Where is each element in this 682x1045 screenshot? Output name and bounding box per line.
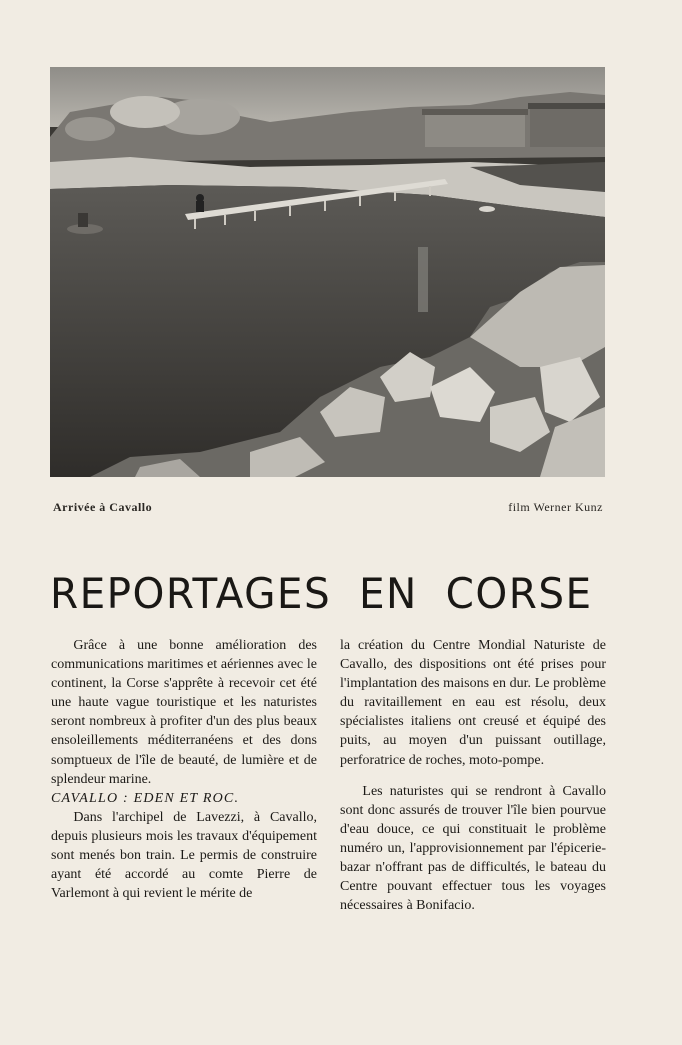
left-column — [51, 636, 317, 903]
photo-credit: film Werner Kunz — [508, 500, 603, 514]
water-paragraph: Les naturistes qui se rendront à Cavallo sont donc assurés de trouver l'île bien pourvue d'eau douce, ce qui constituait le problème numéro un, l'approvisionnement par l'épicerie-bazar n'offrant pas de difficultés, le bateau du Centre pouvant effectuer tous les voyages nécessaires à Bonifacio. — [340, 783, 606, 914]
section-subhead: CAVALLO : EDEN ET ROC. — [51, 790, 240, 806]
cavallo-paragraph: Dans l'archipel de Lavezzi, à Cavallo, depuis plusieurs mois les travaux d'équipement sont menés bon train. Le permis de construire ayant été accordé au comte Pierre de Varlemont à qui revient le mérite de — [51, 809, 317, 902]
photo-caption: Arrivée à Cavallo — [53, 500, 153, 514]
article-title: REPORTAGES EN CORSE — [50, 569, 593, 619]
continuation-paragraph: la création du Centre Mondial Naturiste de Cavallo, des dispositions ont été prises pour l'implantation des maisons en dur. Le problème du ravitaillement en eau est résolu, deux spécialistes italiens ont creusé et équipé des puits, au moyen d'un puissant outillage, perforatrice de roches, moto-pompe. — [340, 638, 606, 768]
harbor-photo — [50, 67, 605, 477]
photo-harbor-icon — [50, 67, 605, 477]
right-column — [340, 636, 606, 915]
intro-paragraph: Grâce à une bonne amélioration des communications maritimes et aériennes avec le continent, la Corse s'apprête à recevoir cet été une haute vague touristique et les naturistes seront nombreux à profiter d'un des plus beaux ensoleillements méditerranéens et des dons somptueux de l'île de beauté, de lumière et de splendeur marine. — [51, 638, 317, 787]
